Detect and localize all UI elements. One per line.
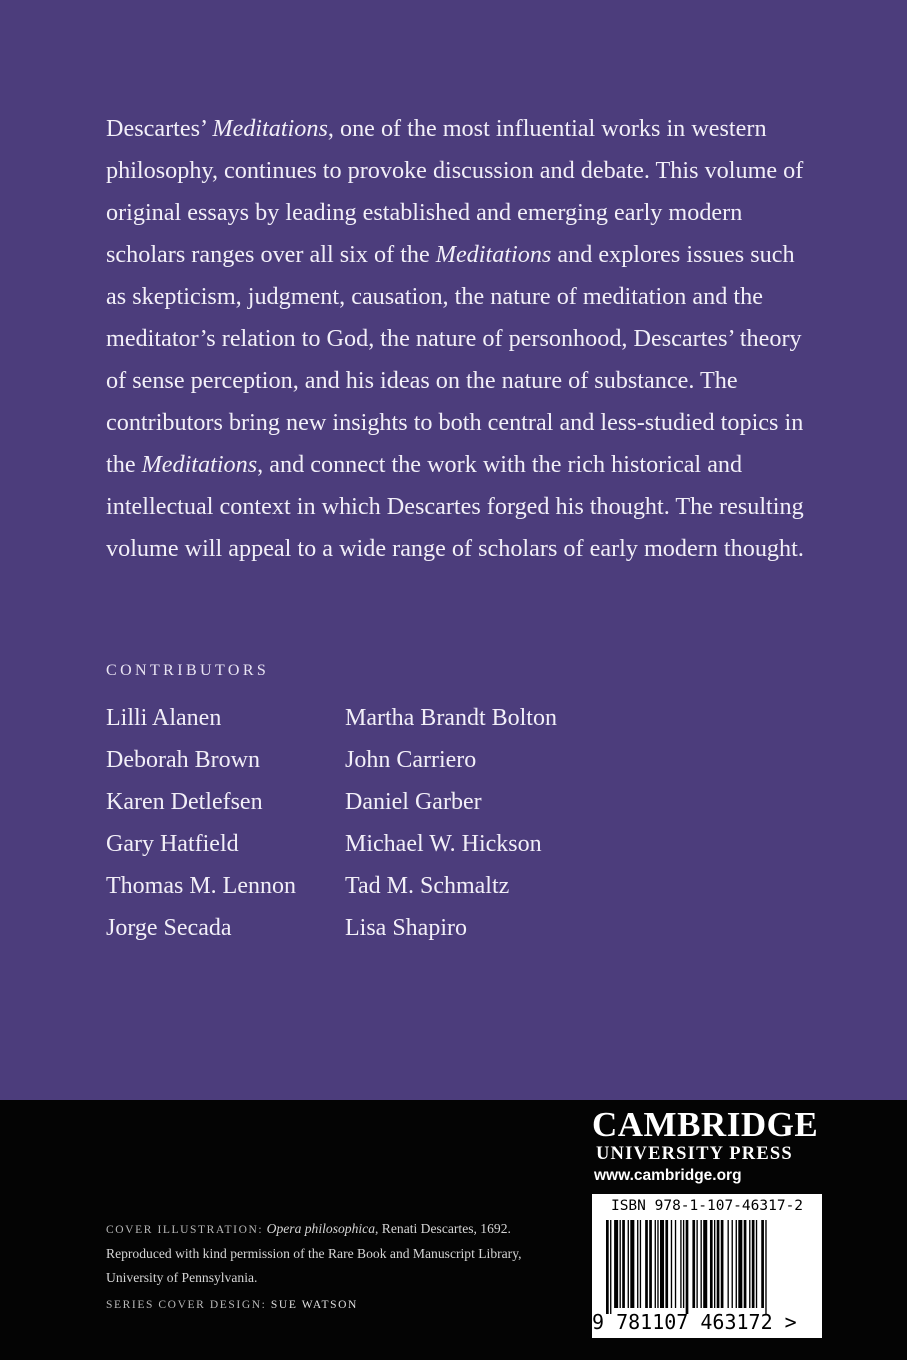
barcode-bar — [714, 1220, 715, 1308]
isbn-label: ISBN 978-1-107-46317-2 — [610, 1198, 804, 1214]
barcode-bar — [657, 1220, 658, 1308]
barcode-bar — [665, 1220, 668, 1308]
book-title-italic: Meditations — [141, 451, 258, 478]
barcode-bar — [756, 1220, 757, 1308]
barcode-bar — [683, 1220, 684, 1308]
blurb-text: and explores issues such as skepticism, judgment, causation, the nature of meditation and the meditator’s relation to God, the nature of personhood, Descartes’ theory of sense perception, and his ideas on the nature of substance. The contributors bring new insights to both central and less-studied topics in the — [106, 241, 804, 478]
barcode-bar — [728, 1220, 729, 1308]
barcode-bar — [630, 1220, 634, 1308]
barcode-bar — [671, 1220, 672, 1308]
series-design-credit — [106, 1299, 358, 1311]
barcode-bar — [710, 1220, 713, 1308]
barcode-bar — [696, 1220, 697, 1308]
barcode-bar — [649, 1220, 652, 1308]
barcode-bar — [622, 1220, 625, 1308]
barcode-bar — [738, 1220, 742, 1308]
contributors-list-left — [106, 697, 296, 949]
barcode-bar — [761, 1220, 764, 1308]
barcode-bar — [645, 1220, 648, 1308]
barcode-bar — [749, 1220, 750, 1308]
publisher-name: CAMBRIDGE — [592, 1105, 819, 1144]
blurb-text: , and connect the work with the rich historical and intellectual context in which Descartes forged his thought. The resulting volume will appeal to a wide range of scholars of early modern thought. — [106, 451, 804, 562]
barcode-bar — [686, 1220, 689, 1314]
publisher-subtitle: UNIVERSITY PRESS — [596, 1144, 793, 1164]
barcode-bar — [606, 1220, 609, 1314]
barcode-bar — [752, 1220, 755, 1308]
contributor-name: Tad M. Schmaltz — [345, 873, 510, 899]
contributor-name: Martha Brandt Bolton — [345, 705, 557, 731]
barcode-bar — [675, 1220, 676, 1308]
contributor-name: Jorge Secada — [106, 915, 232, 941]
contributors-heading: CONTRIBUTORS — [106, 662, 270, 679]
book-title-italic: Meditations — [212, 115, 328, 142]
barcode-bar — [717, 1220, 720, 1308]
barcode-bar — [701, 1220, 702, 1308]
barcode-bar — [660, 1220, 664, 1308]
contributor-name: Lilli Alanen — [106, 705, 222, 731]
cover-illustration-label: COVER ILLUSTRATION: — [106, 1224, 264, 1236]
barcode-bar — [614, 1220, 618, 1308]
barcode-bar — [721, 1220, 724, 1308]
book-title-italic: Meditations — [435, 241, 552, 268]
contributor-name: Daniel Garber — [345, 789, 482, 815]
contributor-name: Lisa Shapiro — [345, 915, 467, 941]
publisher-logo — [592, 1106, 822, 1164]
barcode-bar — [640, 1220, 641, 1308]
barcode-bar — [703, 1220, 707, 1308]
contributor-name: Thomas M. Lennon — [106, 873, 296, 899]
cover-illustration-title: Opera philosophica — [266, 1221, 375, 1236]
barcode-bar — [736, 1220, 737, 1308]
barcode-bar — [765, 1220, 766, 1314]
cover-illustration-credit — [106, 1217, 526, 1290]
cover-illustration-text: , Renati Descartes, 1692. Reproduced with kind permission of the Rare Book and Manuscript Library, University of Pennsylvania. — [106, 1221, 522, 1285]
isbn-barcode — [592, 1194, 822, 1338]
barcode-bar — [680, 1220, 681, 1308]
blurb-text: Descartes’ — [106, 115, 213, 142]
contributors-list-right — [345, 697, 557, 949]
contributor-name: John Carriero — [345, 747, 477, 773]
barcode-bar — [637, 1220, 638, 1308]
barcode-bar — [692, 1220, 695, 1308]
contributor-name: Deborah Brown — [106, 747, 260, 773]
barcode-bar — [655, 1220, 656, 1308]
series-design-label: SERIES COVER DESIGN: — [106, 1299, 267, 1311]
contributor-name: Michael W. Hickson — [345, 831, 542, 857]
book-description — [106, 108, 806, 570]
barcode-bar — [620, 1220, 621, 1308]
barcode-bar — [610, 1220, 611, 1314]
publisher-url: www.cambridge.org — [594, 1167, 742, 1184]
barcode-bar — [628, 1220, 629, 1308]
series-designer-name: SUE WATSON — [270, 1299, 358, 1311]
contributor-name: Karen Detlefsen — [106, 789, 263, 815]
contributor-name: Gary Hatfield — [106, 831, 239, 857]
blurb-text: , one of the most influential works in western philosophy, continues to provoke discussion and debate. This volume of original essays by leading established and emerging early modern scholars ranges over all six of the — [106, 115, 804, 268]
barcode-bar — [744, 1220, 747, 1308]
barcode-bar — [732, 1220, 733, 1308]
barcode-digits: 9 781107 463172 > — [592, 1310, 797, 1334]
